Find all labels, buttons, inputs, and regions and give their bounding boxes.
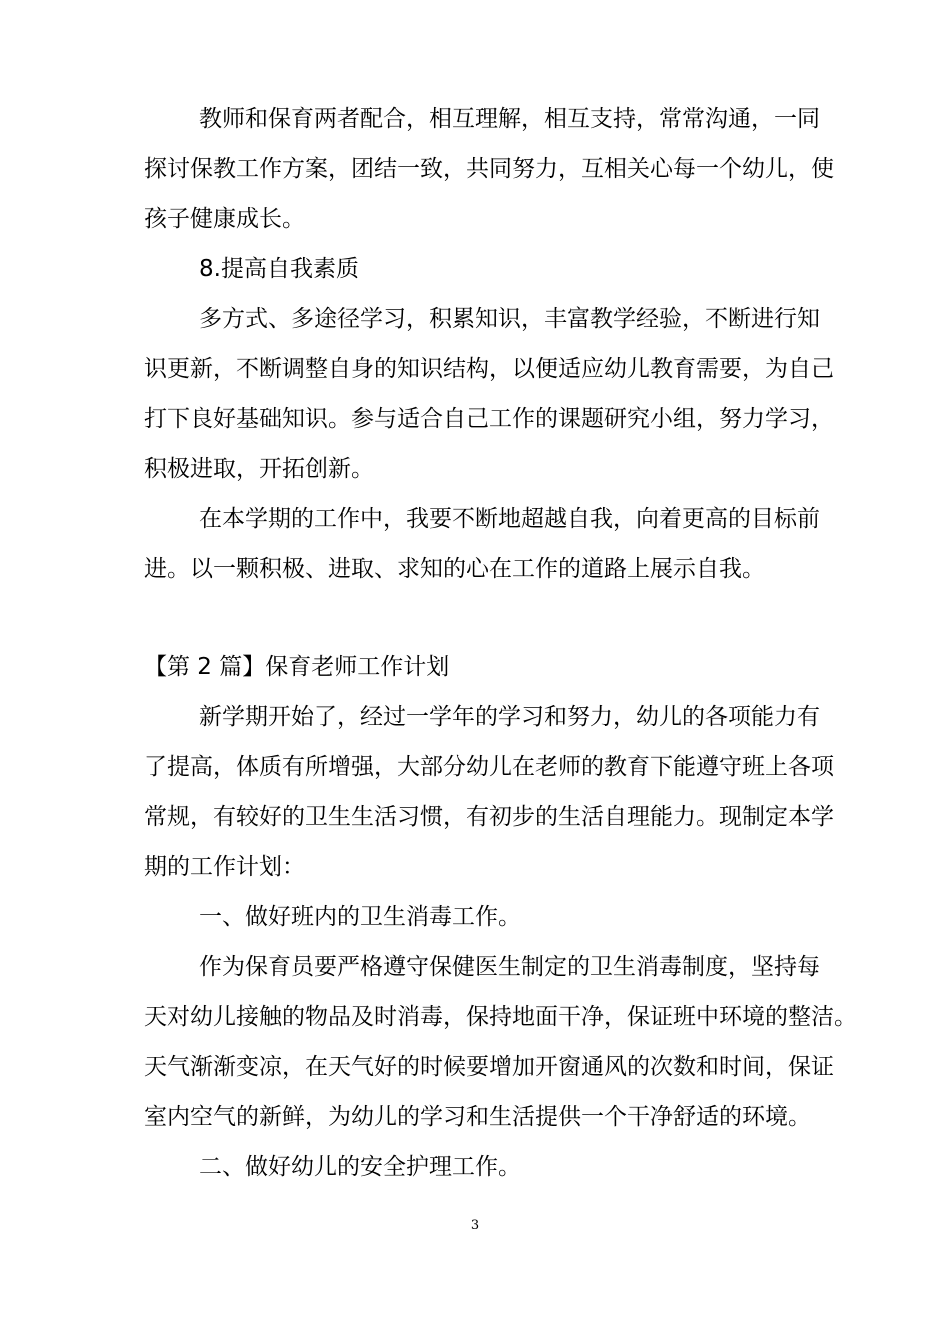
paragraph-line: 识更新，不断调整自身的知识结构，以便适应幼儿教育需要，为自己	[144, 356, 834, 382]
paragraph-line: 积极进取，开拓创新。	[144, 456, 374, 482]
paragraph-line: 天气渐渐变凉，在天气好的时候要增加开窗通风的次数和时间，保证	[144, 1054, 834, 1080]
paragraph-line: 孩子健康成长。	[144, 206, 305, 232]
paragraph-line: 了提高，体质有所增强，大部分幼儿在老师的教育下能遵守班上各项	[144, 754, 834, 780]
paragraph-line: 天对幼儿接触的物品及时消毒，保持地面干净，保证班中环境的整洁。	[144, 1004, 857, 1030]
document-body	[144, 94, 857, 1192]
paragraph-line: 打下良好基础知识。参与适合自己工作的课题研究小组，努力学习，	[144, 406, 834, 432]
page-number: 3	[470, 1218, 480, 1233]
paragraph-line: 室内空气的新鲜，为幼儿的学习和生活提供一个干净舒适的环境。	[144, 1104, 811, 1130]
section-heading: 8.提高自我素质	[199, 256, 359, 282]
paragraph-line: 常规，有较好的卫生生活习惯，有初步的生活自理能力。现制定本学	[144, 804, 834, 830]
paragraph-line: 探讨保教工作方案，团结一致，共同努力，互相关心每一个幼儿，使	[144, 156, 834, 182]
paragraph-line: 在本学期的工作中，我要不断地超越自我，向着更高的目标前	[199, 506, 820, 532]
paragraph-line: 期的工作计划：	[144, 854, 305, 880]
section-spacer	[144, 594, 820, 642]
paragraph-line: 进。以一颗积极、进取、求知的心在工作的道路上展示自我。	[144, 556, 765, 582]
paragraph-line: 教师和保育两者配合，相互理解，相互支持，常常沟通，一同	[199, 106, 820, 132]
section-heading: 二、做好幼儿的安全护理工作。	[199, 1154, 521, 1180]
article-title: 【第 2 篇】保育老师工作计划	[144, 654, 450, 680]
paragraph-line: 多方式、多途径学习，积累知识，丰富教学经验，不断进行知	[199, 306, 820, 332]
paragraph-line: 作为保育员要严格遵守保健医生制定的卫生消毒制度，坚持每	[199, 954, 820, 980]
section-heading: 一、做好班内的卫生消毒工作。	[199, 904, 521, 930]
paragraph-line: 新学期开始了，经过一学年的学习和努力，幼儿的各项能力有	[199, 704, 820, 730]
